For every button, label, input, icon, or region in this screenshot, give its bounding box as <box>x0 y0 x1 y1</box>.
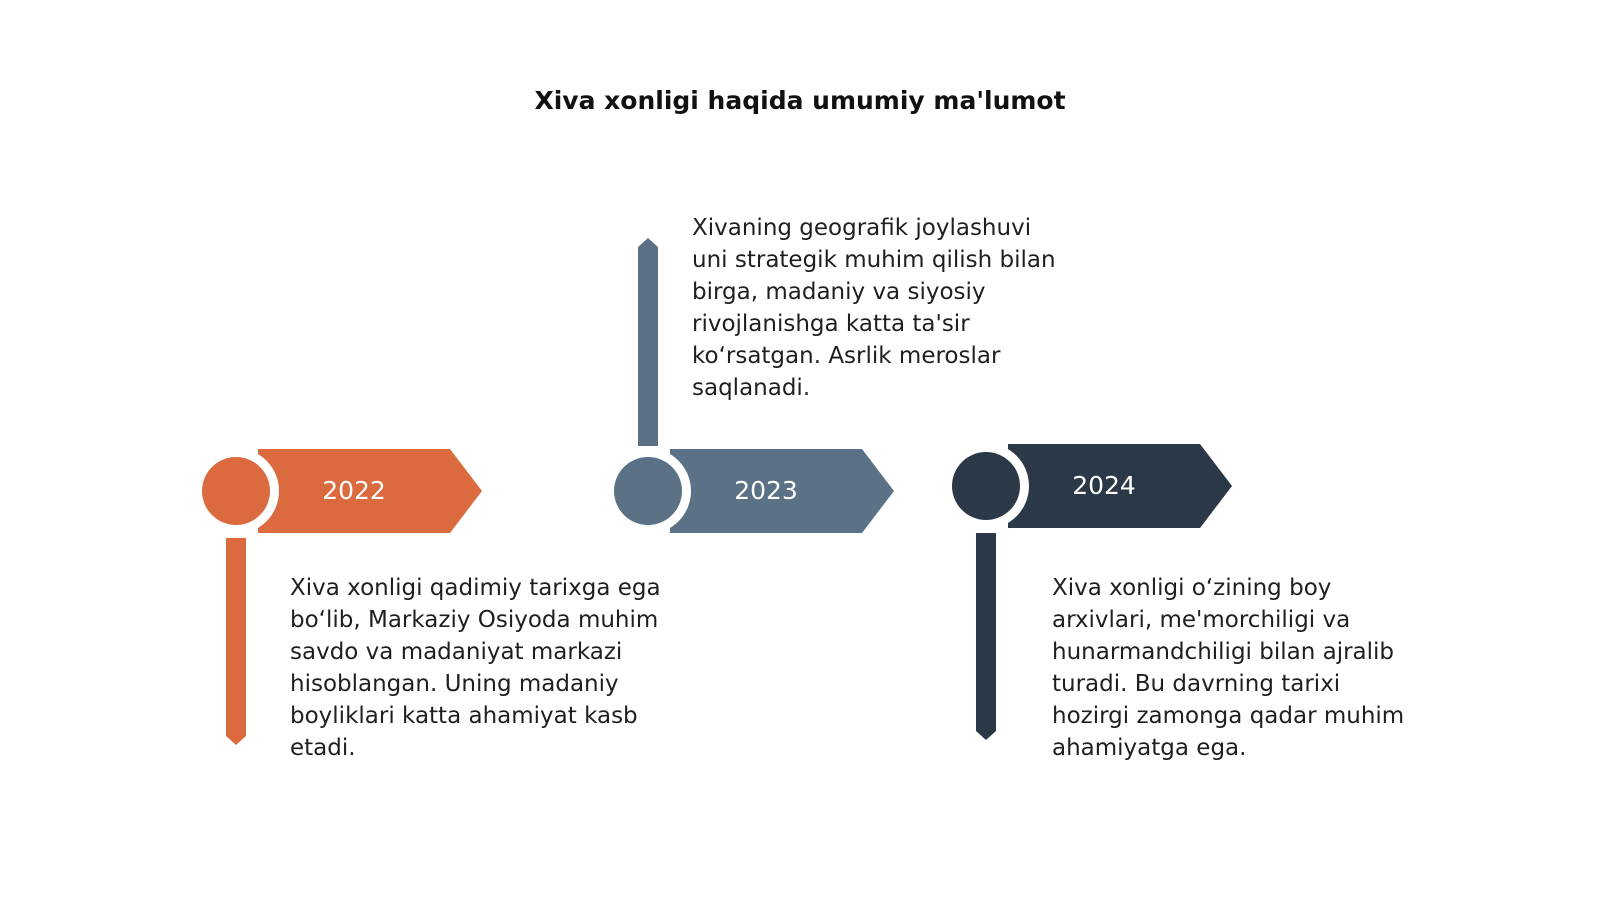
marker-dot-2023 <box>614 457 682 525</box>
page-title: Xiva xonligi haqida umumiy ma'lumot <box>534 86 1066 115</box>
stem-2023 <box>638 238 658 446</box>
marker-dot-2022 <box>202 457 270 525</box>
milestone-description-2023: Xivaning geografik joylashuvi uni strategik muhim qilish bilan birga, madaniy va siyosiy rivojlanishga katta ta'sir ko‘rsatgan. Asrlik meroslar saqlanadi. <box>692 215 1056 401</box>
year-label-2022: 2022 <box>322 476 386 505</box>
marker-dot-2024 <box>952 452 1020 520</box>
milestone-description-2024: Xiva xonligi o‘zining boy arxivlari, me'morchiligi va hunarmandchiligi bilan ajralib turadi. Bu davrning tarixi hozirgi zamonga qadar muhim ahamiyatga ega. <box>1052 575 1405 761</box>
year-label-2024: 2024 <box>1072 471 1136 500</box>
stem-2024 <box>976 533 996 740</box>
stem-2022 <box>226 538 246 745</box>
year-label-2023: 2023 <box>734 476 798 505</box>
milestone-description-2022: Xiva xonligi qadimiy tarixga ega bo‘lib, Markaziy Osiyoda muhim savdo va madaniyat markazi hisoblangan. Uning madaniy boyliklari katta ahamiyat kasb etadi. <box>290 575 661 761</box>
